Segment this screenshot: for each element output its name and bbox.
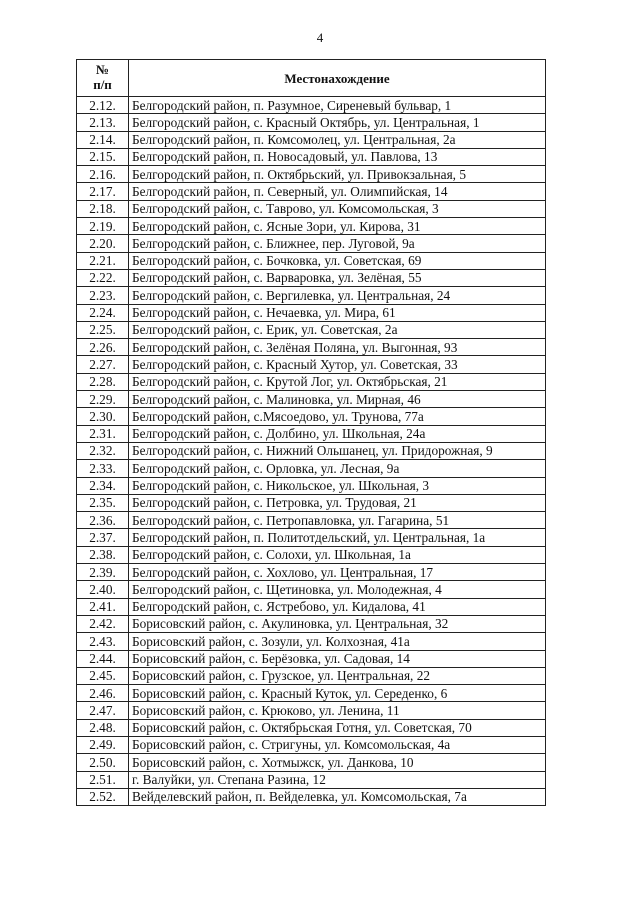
row-location: г. Валуйки, ул. Степана Разина, 12 [129, 771, 546, 788]
row-number: 2.47. [77, 702, 129, 719]
table-row [77, 218, 546, 235]
row-location: Борисовский район, с. Стригуны, ул. Комсомольская, 4а [129, 736, 546, 753]
table-row [77, 269, 546, 286]
row-number: 2.35. [77, 494, 129, 511]
row-location: Белгородский район, с. Петровка, ул. Трудовая, 21 [129, 494, 546, 511]
row-location: Белгородский район, с. Щетиновка, ул. Молодежная, 4 [129, 581, 546, 598]
row-location: Белгородский район, с. Орловка, ул. Лесная, 9а [129, 460, 546, 477]
row-location: Борисовский район, с. Хотмыжск, ул. Данкова, 10 [129, 754, 546, 771]
row-number: 2.20. [77, 235, 129, 252]
row-number: 2.19. [77, 218, 129, 235]
row-number: 2.38. [77, 546, 129, 563]
table-row [77, 771, 546, 788]
row-location: Белгородский район, с. Крутой Лог, ул. Октябрьская, 21 [129, 373, 546, 390]
row-number: 2.43. [77, 633, 129, 650]
row-location: Белгородский район, с.Мясоедово, ул. Трунова, 77а [129, 408, 546, 425]
row-number: 2.32. [77, 442, 129, 459]
row-location: Белгородский район, п. Комсомолец, ул. Центральная, 2а [129, 131, 546, 148]
table-row [77, 148, 546, 165]
row-location: Борисовский район, с. Берёзовка, ул. Садовая, 14 [129, 650, 546, 667]
row-number: 2.33. [77, 460, 129, 477]
table-row [77, 183, 546, 200]
row-location: Белгородский район, п. Разумное, Сиреневый бульвар, 1 [129, 97, 546, 114]
row-location: Борисовский район, с. Грузское, ул. Центральная, 22 [129, 667, 546, 684]
table-row [77, 339, 546, 356]
column-header-number [77, 60, 129, 97]
row-location: Борисовский район, с. Крюково, ул. Ленина, 11 [129, 702, 546, 719]
row-number: 2.49. [77, 736, 129, 753]
row-number: 2.48. [77, 719, 129, 736]
row-location: Белгородский район, п. Северный, ул. Олимпийская, 14 [129, 183, 546, 200]
row-number: 2.36. [77, 512, 129, 529]
row-number: 2.46. [77, 685, 129, 702]
row-location: Вейделевский район, п. Вейделевка, ул. Комсомольская, 7а [129, 788, 546, 805]
row-number: 2.41. [77, 598, 129, 615]
table-row [77, 546, 546, 563]
row-number: 2.14. [77, 131, 129, 148]
row-location: Белгородский район, п. Октябрьский, ул. Привокзальная, 5 [129, 166, 546, 183]
row-location: Белгородский район, с. Ястребово, ул. Кидалова, 41 [129, 598, 546, 615]
row-number: 2.17. [77, 183, 129, 200]
row-location: Белгородский район, с. Никольское, ул. Школьная, 3 [129, 477, 546, 494]
table-row [77, 494, 546, 511]
row-number: 2.52. [77, 788, 129, 805]
row-number: 2.34. [77, 477, 129, 494]
row-location: Белгородский район, с. Красный Хутор, ул. Советская, 33 [129, 356, 546, 373]
table-row [77, 114, 546, 131]
row-location: Белгородский район, с. Вергилевка, ул. Центральная, 24 [129, 287, 546, 304]
row-location: Белгородский район, с. Солохи, ул. Школьная, 1а [129, 546, 546, 563]
row-location: Белгородский район, с. Ближнее, пер. Луговой, 9а [129, 235, 546, 252]
table-row [77, 719, 546, 736]
row-location: Белгородский район, с. Ерик, ул. Советская, 2а [129, 321, 546, 338]
table-row [77, 754, 546, 771]
row-location: Белгородский район, с. Таврово, ул. Комсомольская, 3 [129, 200, 546, 217]
row-location: Белгородский район, с. Бочковка, ул. Советская, 69 [129, 252, 546, 269]
table-row [77, 408, 546, 425]
row-location: Борисовский район, с. Красный Куток, ул. Середенко, 6 [129, 685, 546, 702]
table-row [77, 788, 546, 805]
table-body [77, 97, 546, 806]
table-row [77, 321, 546, 338]
row-location: Белгородский район, с. Петропавловка, ул. Гагарина, 51 [129, 512, 546, 529]
column-header-location-label: Местонахождение [284, 70, 390, 86]
table-row [77, 477, 546, 494]
table-row [77, 598, 546, 615]
row-number: 2.13. [77, 114, 129, 131]
row-number: 2.27. [77, 356, 129, 373]
row-location: Белгородский район, с. Малиновка, ул. Мирная, 46 [129, 391, 546, 408]
row-number: 2.42. [77, 615, 129, 632]
table-row [77, 529, 546, 546]
row-number: 2.29. [77, 391, 129, 408]
row-number: 2.22. [77, 269, 129, 286]
table-row [77, 564, 546, 581]
table-row [77, 391, 546, 408]
row-number: 2.40. [77, 581, 129, 598]
table-row [77, 685, 546, 702]
row-number: 2.28. [77, 373, 129, 390]
row-number: 2.12. [77, 97, 129, 114]
row-location: Белгородский район, с. Варваровка, ул. Зелёная, 55 [129, 269, 546, 286]
row-location: Белгородский район, с. Долбино, ул. Школьная, 24а [129, 425, 546, 442]
row-number: 2.39. [77, 564, 129, 581]
table-row [77, 97, 546, 114]
table-row [77, 512, 546, 529]
column-header-location [129, 60, 546, 97]
table-row [77, 166, 546, 183]
table-row [77, 702, 546, 719]
row-location: Белгородский район, с. Красный Октябрь, ул. Центральная, 1 [129, 114, 546, 131]
table-row [77, 460, 546, 477]
table-row [77, 235, 546, 252]
row-number: 2.45. [77, 667, 129, 684]
row-location: Белгородский район, с. Нижний Ольшанец, ул. Придорожная, 9 [129, 442, 546, 459]
row-number: 2.18. [77, 200, 129, 217]
row-number: 2.15. [77, 148, 129, 165]
row-number: 2.30. [77, 408, 129, 425]
row-location: Борисовский район, с. Акулиновка, ул. Центральная, 32 [129, 615, 546, 632]
row-location: Белгородский район, п. Политотдельский, ул. Центральная, 1а [129, 529, 546, 546]
row-number: 2.21. [77, 252, 129, 269]
table-row [77, 581, 546, 598]
table-row [77, 667, 546, 684]
table-row [77, 287, 546, 304]
table-row [77, 356, 546, 373]
row-number: 2.26. [77, 339, 129, 356]
row-location: Белгородский район, с. Хохлово, ул. Центральная, 17 [129, 564, 546, 581]
row-location: Белгородский район, с. Зелёная Поляна, ул. Выгонная, 93 [129, 339, 546, 356]
table-header [77, 60, 546, 97]
row-location: Борисовский район, с. Октябрьская Готня, ул. Советская, 70 [129, 719, 546, 736]
table-row [77, 425, 546, 442]
column-header-number-label: № п/п [93, 62, 112, 92]
row-number: 2.50. [77, 754, 129, 771]
row-number: 2.44. [77, 650, 129, 667]
table-row [77, 200, 546, 217]
row-location: Белгородский район, п. Новосадовый, ул. Павлова, 13 [129, 148, 546, 165]
table-row [77, 615, 546, 632]
table-row [77, 252, 546, 269]
locations-table [76, 59, 546, 806]
row-number: 2.51. [77, 771, 129, 788]
table-row [77, 304, 546, 321]
table-row [77, 736, 546, 753]
row-number: 2.24. [77, 304, 129, 321]
page-number: 4 [316, 30, 324, 45]
table-row [77, 442, 546, 459]
table-row [77, 650, 546, 667]
table-row [77, 633, 546, 650]
table-row [77, 373, 546, 390]
row-number: 2.37. [77, 529, 129, 546]
row-number: 2.16. [77, 166, 129, 183]
row-number: 2.31. [77, 425, 129, 442]
row-location: Белгородский район, с. Ясные Зори, ул. Кирова, 31 [129, 218, 546, 235]
row-number: 2.23. [77, 287, 129, 304]
row-location: Борисовский район, с. Зозули, ул. Колхозная, 41а [129, 633, 546, 650]
table-row [77, 131, 546, 148]
row-number: 2.25. [77, 321, 129, 338]
row-location: Белгородский район, с. Нечаевка, ул. Мира, 61 [129, 304, 546, 321]
